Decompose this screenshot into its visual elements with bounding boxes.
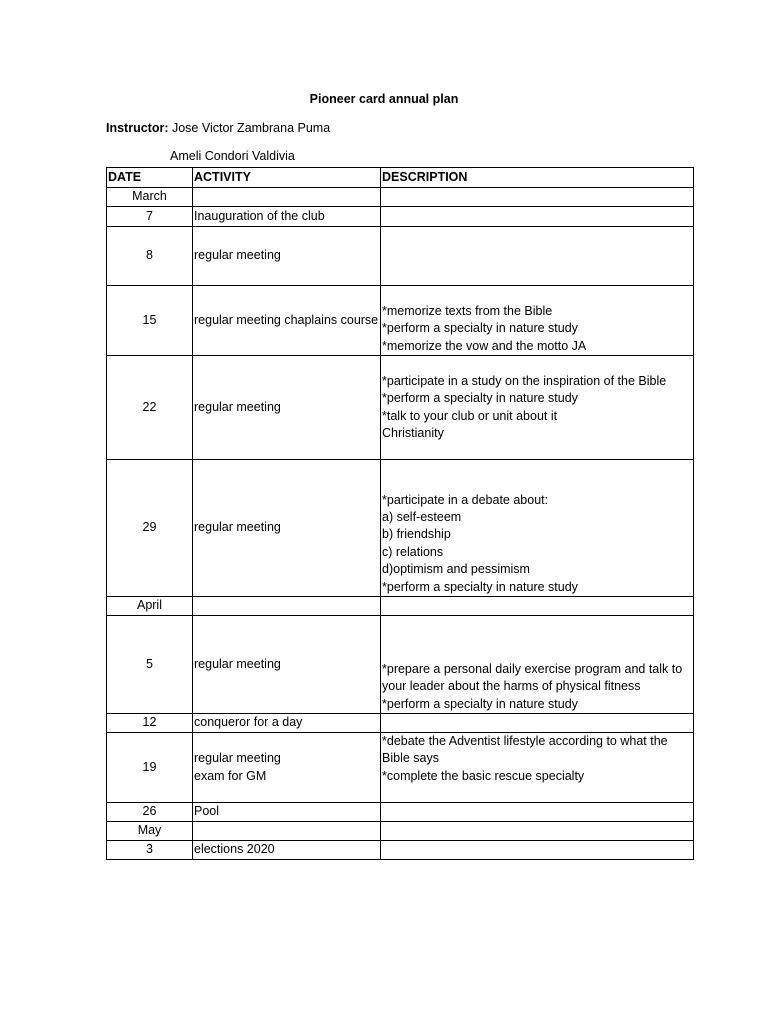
header-date: DATE — [107, 168, 193, 188]
instructor-label: Instructor: — [106, 121, 169, 135]
description-line: *perform a specialty in nature study — [382, 321, 578, 336]
activity-line: regular meeting — [194, 520, 281, 535]
date-cell: 29 — [107, 460, 193, 597]
activity-cell — [193, 356, 381, 460]
table-row — [107, 286, 694, 356]
date-cell: 15 — [107, 286, 193, 356]
activity-line: Pool — [194, 804, 220, 819]
empty-cell — [193, 188, 381, 207]
date-cell: 22 — [107, 356, 193, 460]
header-activity: ACTIVITY — [193, 168, 381, 188]
instructor-name: Jose Victor Zambrana Puma — [171, 121, 331, 135]
date-cell: 26 — [107, 803, 193, 822]
description-line: *perform a specialty in nature study — [382, 696, 578, 711]
month-label: April — [107, 597, 193, 616]
date-cell: 3 — [107, 841, 193, 860]
description-cell — [381, 733, 694, 803]
table-row — [107, 616, 694, 714]
activity-cell — [193, 286, 381, 356]
header-description: DESCRIPTION — [381, 168, 694, 188]
activity-line: Inauguration of the club — [194, 208, 325, 223]
description-line: *complete the basic rescue specialty — [382, 768, 585, 783]
description-cell — [381, 286, 694, 356]
activity-cell — [193, 803, 381, 822]
description-cell — [381, 841, 694, 860]
description-line: *prepare a personal daily exercise program and talk to — [382, 661, 683, 676]
activity-line: regular meeting — [194, 399, 281, 414]
empty-cell — [381, 597, 694, 616]
description-cell — [381, 460, 694, 597]
month-label: May — [107, 822, 193, 841]
description-line: b) friendship — [382, 527, 451, 542]
description-line: Christianity — [382, 425, 444, 440]
description-cell — [381, 356, 694, 460]
description-line: a) self-esteem — [382, 509, 462, 524]
description-line: *memorize the vow and the motto JA — [382, 338, 587, 353]
empty-cell — [381, 822, 694, 841]
activity-line: regular meeting — [194, 751, 281, 766]
document-title: Pioneer card annual plan — [309, 92, 459, 106]
instructor-line — [106, 121, 330, 135]
annual-plan-table — [106, 167, 694, 860]
activity-line: regular meeting — [194, 656, 281, 671]
activity-cell — [193, 207, 381, 227]
description-line: your leader about the harms of physical fitness — [382, 679, 641, 694]
description-cell — [381, 207, 694, 227]
date-cell: 5 — [107, 616, 193, 714]
table-header-row — [107, 168, 694, 188]
month-label: March — [107, 188, 193, 207]
activity-line: regular meeting chaplains course — [194, 312, 379, 327]
activity-line: elections 2020 — [194, 842, 275, 857]
empty-cell — [193, 822, 381, 841]
month-row-march — [107, 188, 694, 207]
month-row-may — [107, 822, 694, 841]
activity-cell — [193, 841, 381, 860]
description-line: *participate in a study on the inspiration of the Bible — [382, 373, 667, 388]
description-cell — [381, 616, 694, 714]
activity-line: regular meeting — [194, 248, 281, 263]
table-row — [107, 460, 694, 597]
table-row — [107, 841, 694, 860]
month-row-april — [107, 597, 694, 616]
description-cell — [381, 714, 694, 733]
activity-cell — [193, 714, 381, 733]
description-line: *debate the Adventist lifestyle according to what the — [382, 734, 668, 748]
table-row — [107, 714, 694, 733]
table-row — [107, 207, 694, 227]
activity-cell — [193, 227, 381, 286]
activity-line: exam for GM — [194, 768, 267, 783]
table-row — [107, 356, 694, 460]
empty-cell — [381, 188, 694, 207]
activity-cell — [193, 733, 381, 803]
date-cell: 7 — [107, 207, 193, 227]
description-line: *memorize texts from the Bible — [382, 303, 553, 318]
description-line: c) relations — [382, 544, 444, 559]
instructor-name-2: Ameli Condori Valdivia — [170, 149, 295, 163]
description-line: Bible says — [382, 751, 439, 766]
description-line: *talk to your club or unit about it — [382, 408, 558, 423]
activity-cell — [193, 460, 381, 597]
description-line: *perform a specialty in nature study — [382, 579, 578, 594]
date-cell: 12 — [107, 714, 193, 733]
activity-line: conqueror for a day — [194, 715, 303, 730]
description-cell — [381, 227, 694, 286]
description-line: d)optimism and pessimism — [382, 562, 530, 577]
description-line: *perform a specialty in nature study — [382, 391, 578, 406]
table-row — [107, 803, 694, 822]
description-cell — [381, 803, 694, 822]
table-row — [107, 733, 694, 803]
date-cell: 8 — [107, 227, 193, 286]
activity-cell — [193, 616, 381, 714]
date-cell: 19 — [107, 733, 193, 803]
empty-cell — [193, 597, 381, 616]
table-row — [107, 227, 694, 286]
description-line: *participate in a debate about: — [382, 492, 549, 507]
